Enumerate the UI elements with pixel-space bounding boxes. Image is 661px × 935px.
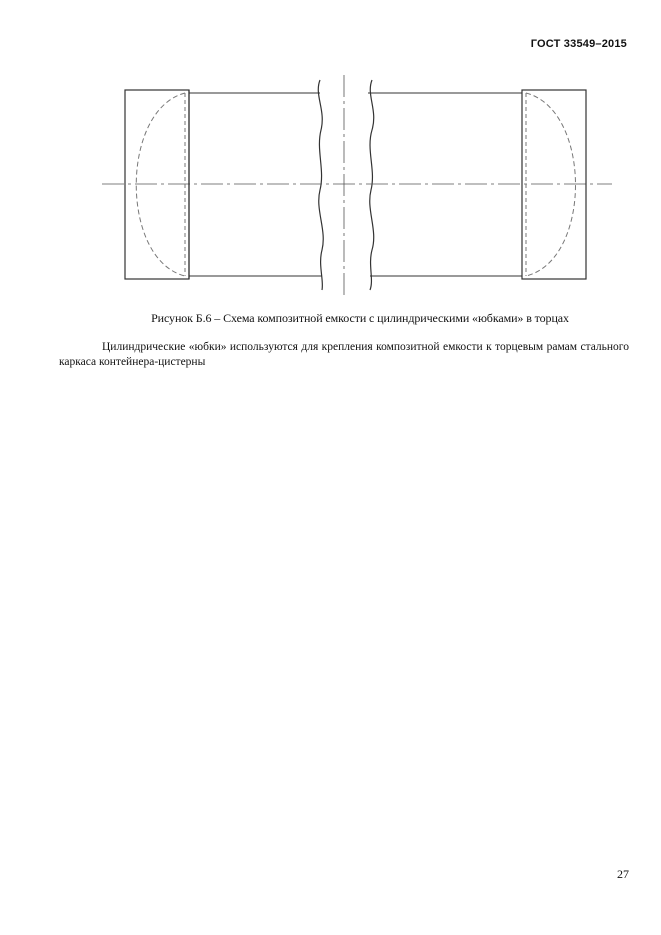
break-lines — [318, 80, 373, 290]
centerlines — [102, 75, 612, 298]
tank-schematic-figure — [100, 72, 615, 302]
left-end-frame — [125, 90, 189, 279]
body-paragraph: Цилиндрические «юбки» используются для крепления композитной емкости к торцевым рамам стального каркаса контейнера-цистерны — [59, 341, 629, 368]
page-number: 27 — [617, 867, 629, 881]
document-header-code: ГОСТ 33549–2015 — [530, 38, 627, 50]
tank-body-outline — [189, 93, 522, 276]
right-end-frame — [522, 90, 586, 279]
figure-caption: Рисунок Б.6 – Схема композитной емкости с цилиндрическими «юбками» в торцах — [151, 311, 569, 325]
